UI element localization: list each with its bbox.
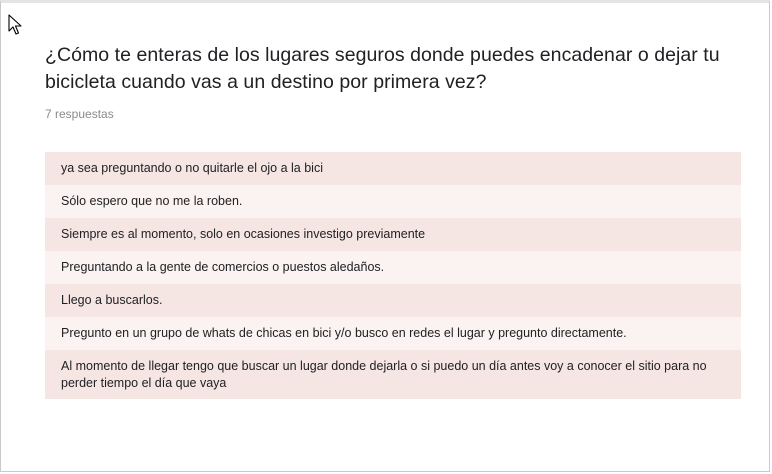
response-item: Sólo espero que no me la roben.	[45, 185, 741, 218]
response-item: Al momento de llegar tengo que buscar un lugar donde dejarla o si puedo un día antes voy a conocer el sitio para no perder tiempo el día que vaya	[45, 350, 741, 399]
response-item: Llego a buscarlos.	[45, 284, 741, 317]
mouse-cursor-icon	[8, 14, 24, 36]
response-item: Pregunto en un grupo de whats de chicas en bici y/o busco en redes el lugar y pregunto directamente.	[45, 317, 741, 350]
question-title: ¿Cómo te enteras de los lugares seguros donde puedes encadenar o dejar tu bicicleta cuando vas a un destino por primera vez?	[45, 44, 720, 93]
response-item: ya sea preguntando o no quitarle el ojo a la bici	[45, 152, 741, 185]
question-card	[45, 42, 741, 122]
response-item: Preguntando a la gente de comercios o puestos aledaños.	[45, 251, 741, 284]
response-count: 7 respuestas	[45, 107, 114, 121]
response-list	[45, 152, 741, 399]
response-item: Siempre es al momento, solo en ocasiones investigo previamente	[45, 218, 741, 251]
